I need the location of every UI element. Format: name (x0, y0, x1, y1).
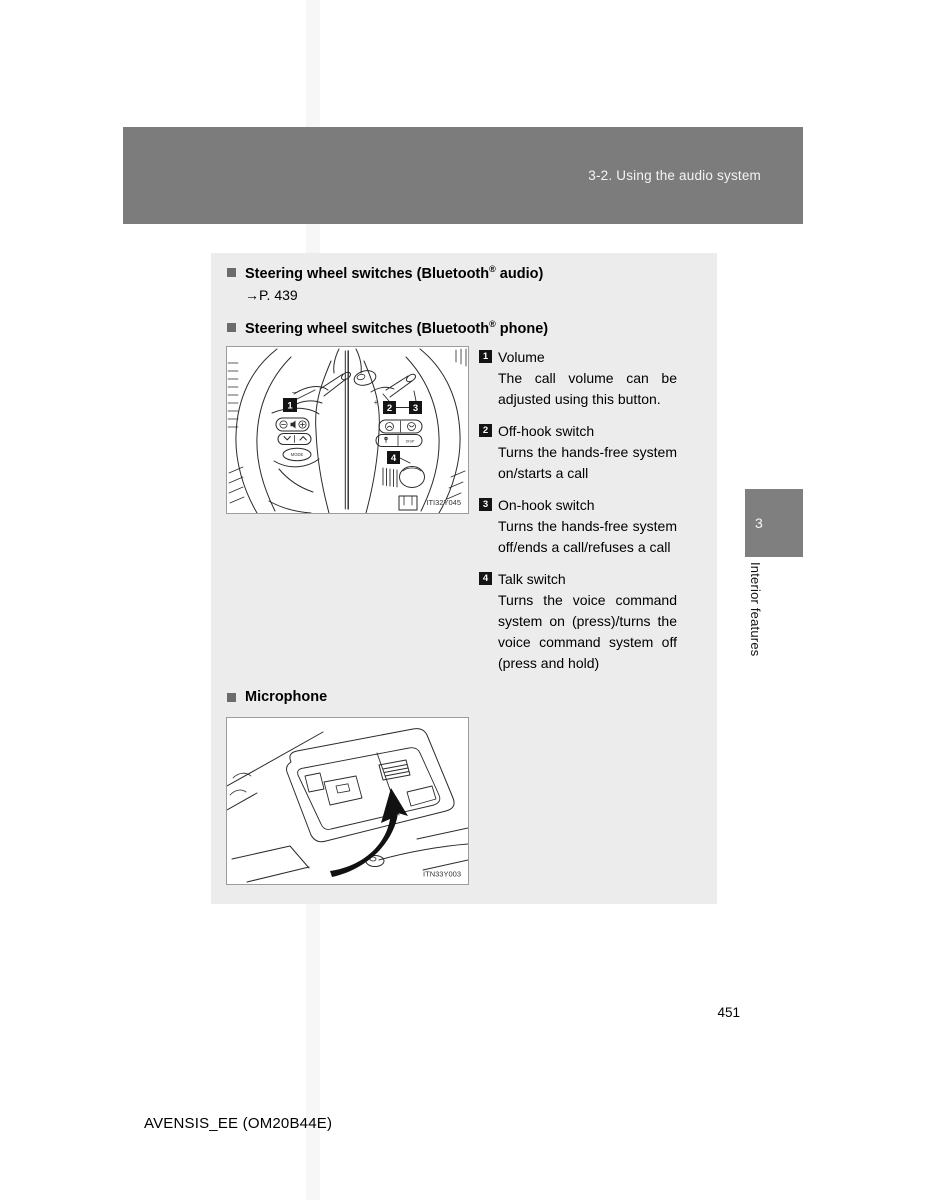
switch-descriptions (479, 347, 677, 685)
steering-wheel-diagram (227, 347, 468, 513)
figure-code: ITI32Y045 (426, 498, 461, 507)
heading-text: Steering wheel switches (Bluetooth® audio) (245, 264, 544, 282)
heading-bluetooth-audio (227, 264, 543, 283)
mode-button-label: MODE (290, 452, 304, 458)
svg-text:4: 4 (390, 453, 397, 464)
heading-text: Steering wheel switches (Bluetooth® phone) (245, 319, 549, 337)
minus-sign: − (291, 388, 297, 397)
number-tag: 2 (479, 424, 492, 437)
svg-text:3: 3 (412, 403, 419, 414)
figure-code: ITN33Y003 (423, 869, 461, 879)
number-tag: 3 (479, 498, 492, 511)
chapter-label-vertical: Interior features (748, 562, 763, 657)
item-description: The call volume can be adjusted using this button. (498, 370, 677, 407)
chapter-number: 3 (755, 515, 763, 531)
number-tag: 4 (479, 572, 492, 585)
arrow-icon (330, 788, 408, 877)
content-panel (211, 253, 717, 904)
document-code: AVENSIS_EE (OM20B44E) (144, 1115, 333, 1132)
svg-text:2: 2 (386, 403, 393, 414)
item-description: Turns the voice command system on (press)/turns the voice command system off (press and hold) (498, 592, 677, 671)
item-label: Volume (498, 349, 545, 365)
page-reference: →P. 439 (245, 287, 298, 303)
plus-sign: + (373, 398, 379, 407)
section-header-title: 3-2. Using the audio system (588, 168, 761, 183)
number-tag: 1 (479, 350, 492, 363)
list-item-volume (479, 347, 677, 410)
square-bullet-icon (227, 693, 236, 702)
page-number: 451 (717, 1005, 740, 1020)
square-bullet-icon (227, 323, 236, 332)
steering-wheel-figure (226, 346, 469, 514)
list-item-off-hook (479, 421, 677, 484)
heading-text: Microphone (245, 689, 328, 705)
item-description: Turns the hands-free system on/starts a call (498, 444, 677, 481)
svg-text:1: 1 (287, 400, 293, 412)
square-bullet-icon (227, 268, 236, 277)
item-label: On-hook switch (498, 497, 595, 513)
item-label: Off-hook switch (498, 423, 595, 439)
disp-button-label: DISP (405, 439, 415, 444)
item-description: Turns the hands-free system off/ends a call/refuses a call (498, 518, 677, 555)
heading-microphone (227, 689, 327, 706)
section-header-bar (123, 127, 803, 224)
chapter-tab (745, 489, 803, 557)
microphone-diagram (227, 718, 468, 884)
list-item-talk (479, 569, 677, 674)
heading-bluetooth-phone (227, 319, 548, 338)
item-label: Talk switch (498, 571, 566, 587)
list-item-on-hook (479, 495, 677, 558)
microphone-figure (226, 717, 469, 885)
